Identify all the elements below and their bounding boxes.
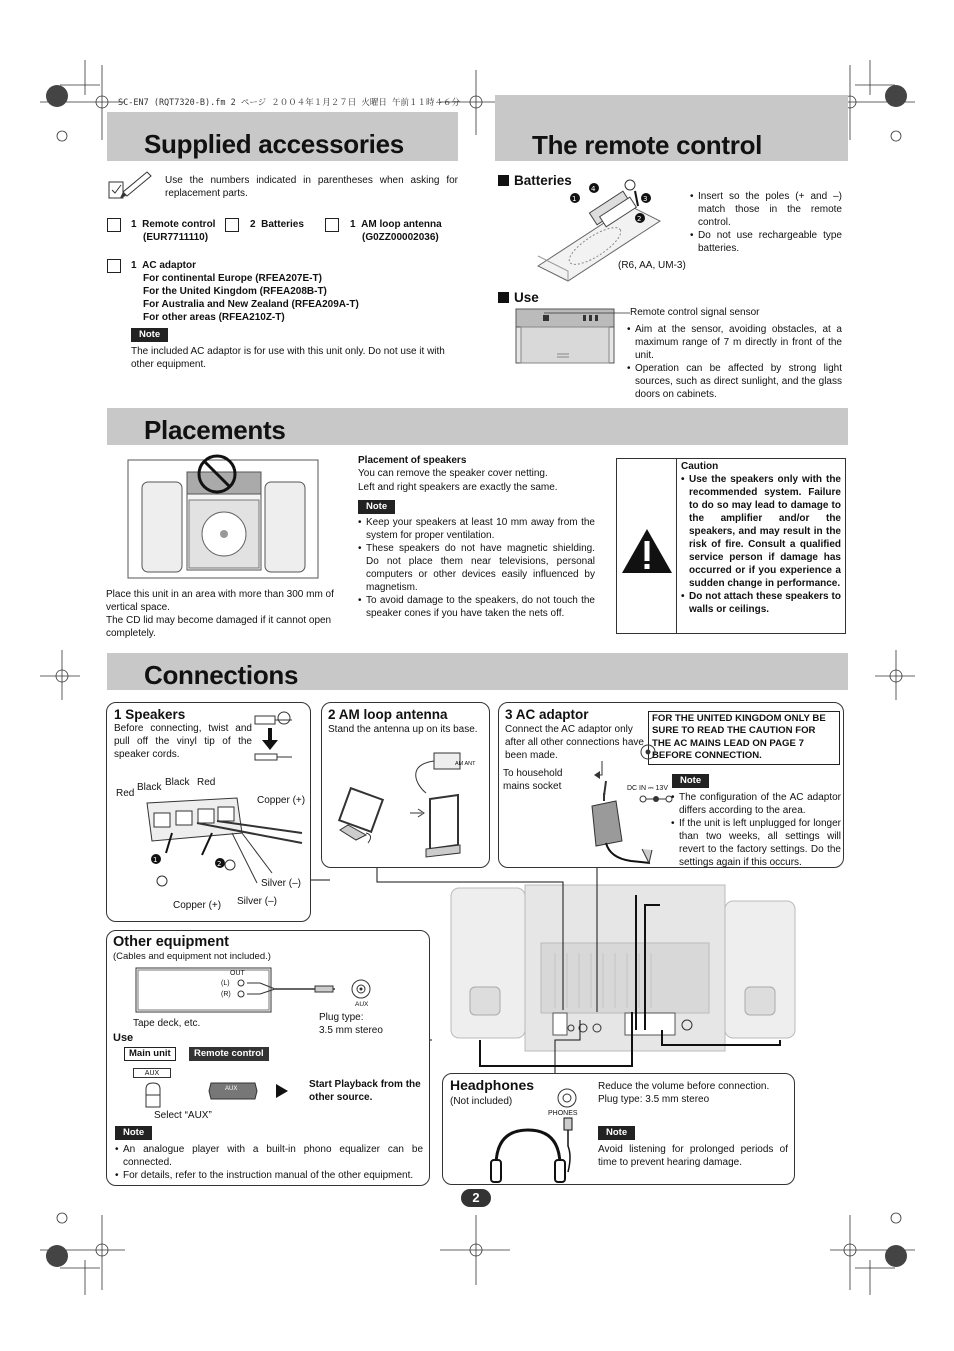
batteries-heading: Batteries	[498, 172, 572, 190]
mains-socket-label: To household mains socket	[503, 768, 563, 792]
remote-control-tag: Remote control	[189, 1047, 269, 1061]
adaptor-illustration	[574, 751, 664, 866]
phones-jack-icon	[553, 1086, 581, 1110]
dc-in-label: DC IN ⎓ 13V	[627, 785, 668, 792]
caution-bullets: • Use the speakers only with the recommended system. Failure to do so may lead to damage to the amplifier and/or the speakers, and may result in the risk of fire. Consult a qualified service person if damage has occurred or if you experience a sudden change in performance. • Do not attach these speakers to walls or ceilings.	[681, 473, 841, 616]
item-antenna: 1 AM loop antenna (G0ZZ00002036)	[350, 219, 442, 243]
aux-button-main[interactable]: AUX	[133, 1068, 171, 1078]
dc-in-jack	[639, 743, 657, 761]
select-aux-label: Select “AUX”	[154, 1110, 212, 1121]
item-adaptor: 1 AC adaptor For continental Europe (RFEA207E-T) For the United Kingdom (RFEA208B-T) For Australia and New Zealand (RFEA209A-T) For other areas (RFEA210Z-T)	[131, 260, 359, 323]
speakers-placement-heading: Placement of speakers	[358, 455, 467, 466]
deck-label: Tape deck, etc.	[133, 1018, 201, 1029]
other-note-bullets: • An analogue player with a built-in phono equalizer can be connected. • For details, refer to the instruction manual of the other equipment.	[115, 1143, 423, 1182]
use-bullets: • Aim at the sensor, avoiding obstacles, at a maximum range of 7 m directly in front of the unit. • Operation can be affected by strong light sources, such as direct sunlight, and the glass doors on cabinets.	[627, 323, 842, 401]
svg-text:3: 3	[643, 195, 648, 203]
label-copper-bottom: Copper (+)	[173, 900, 222, 911]
adaptor-heading: 3 AC adaptor	[505, 707, 589, 722]
supplied-note: Note	[131, 328, 168, 342]
page-number: 2	[461, 1189, 491, 1207]
headphones-heading: Headphones	[450, 1077, 535, 1093]
headphones-box	[442, 1073, 795, 1185]
headphones-sub: (Not included)	[450, 1096, 513, 1107]
speakers-box	[106, 702, 311, 922]
svg-text:4: 4	[591, 185, 596, 193]
speakers-heading: 1 Speakers	[114, 707, 186, 722]
svg-text:1: 1	[572, 195, 577, 203]
antenna-heading: 2 AM loop antenna	[328, 707, 448, 722]
ac-adaptor-box	[498, 702, 844, 868]
caution-heading: Caution	[681, 461, 719, 472]
label-black-right: Black	[165, 777, 190, 788]
other-equipment-sub: (Cables and equipment not included.)	[113, 951, 271, 962]
label-copper-top: Copper (+)	[257, 795, 306, 806]
label-red-right: Red	[197, 777, 216, 788]
out-label: OUT	[230, 970, 245, 977]
svg-text:1: 1	[153, 856, 158, 864]
r-label: (R)	[221, 991, 231, 998]
use-label: Use	[113, 1032, 134, 1044]
supplied-accessories-title: Supplied accessories	[144, 129, 404, 159]
other-equipment-box	[106, 930, 430, 1186]
connections-title: Connections	[144, 660, 299, 690]
aux-jack-icon	[347, 975, 375, 1003]
file-header: SC-EN7 (RQT7320-B).fm 2 ページ ２００４年１月２７日 火曜日 午前１１時４６分	[118, 98, 461, 108]
headphones-note: Note	[598, 1126, 635, 1140]
placements-title: Placements	[144, 415, 286, 445]
use-heading: Use	[498, 289, 539, 307]
cord-tip-icon	[252, 708, 307, 763]
main-unit-tag: Main unit	[124, 1047, 176, 1061]
antenna-text: Stand the antenna up on its base.	[328, 724, 478, 735]
sensor-label: Remote control signal sensor	[630, 307, 760, 318]
item-remote: 1 Remote control (EUR7711110)	[131, 219, 216, 243]
am-ant-jack-label: AM ANT	[455, 761, 476, 767]
placement-left-text: Place this unit in an area with more than 300 mm of vertical space. The CD lid may become damaged if it cannot open completely.	[106, 589, 334, 639]
start-playback-label: Start Playback from the other source.	[309, 1079, 421, 1103]
label-black-left: Black	[137, 782, 162, 793]
uk-warning-box: FOR THE UNITED KINGDOM ONLY BE SURE TO READ THE CAUTION FOR THE AC MAINS LEAD ON PAGE 7 BEFORE CONNECTION.	[648, 711, 840, 765]
finger-press-icon	[142, 1081, 164, 1109]
battery-bullets: • Insert so the poles (+ and –) match those in the remote control. • Do not use rechargeable type batteries.	[690, 190, 842, 255]
aux-remote-label: AUX	[225, 1086, 238, 1092]
speakers-text: Before connecting, twist and pull off the vinyl tip of the speaker cords.	[114, 723, 252, 760]
l-label: (L)	[221, 980, 230, 987]
placement-note-bullets: • Keep your speakers at least 10 mm away from the system for proper ventilation. • These speakers do not have magnetic shielding. Do not place them near televisions, personal computers or other devices easily influenced by magnetism. • To avoid damage to the speakers, do not touch the speaker cones if you have taken the nets off.	[358, 516, 595, 620]
polarity-icon	[638, 794, 674, 804]
label-silver-right: Silver (–)	[261, 878, 302, 889]
plug-type-label: Plug type: 3.5 mm stereo	[319, 1012, 383, 1036]
label-silver-bottom: Silver (–)	[237, 896, 278, 907]
svg-text:2: 2	[217, 860, 222, 868]
label-red-left: Red	[116, 788, 135, 799]
headphones-illustration	[488, 1116, 598, 1184]
placement-note: Note	[358, 500, 395, 514]
item-batteries: 2 Batteries	[250, 219, 304, 230]
other-equipment-heading: Other equipment	[113, 934, 230, 950]
remote-control-title: The remote control	[532, 130, 763, 160]
supplied-intro: Use the numbers indicated in parentheses when asking for replacement parts.	[165, 175, 458, 199]
phones-label: PHONES	[548, 1110, 578, 1117]
adaptor-note-bullets: • The configuration of the AC adaptor differs according to the area. • If the unit is left unplugged for longer than two weeks, all settings will revert to the factory settings. Do the settings again if this occurs.	[671, 791, 841, 869]
svg-text:2: 2	[637, 215, 642, 223]
headphones-note-text: Avoid listening for prolonged periods of time to prevent hearing damage.	[598, 1144, 788, 1168]
supplied-note-text: The included AC adaptor is for use with this unit only. Do not use it with other equipment.	[131, 346, 445, 370]
other-note: Note	[115, 1126, 152, 1140]
adaptor-text: Connect the AC adaptor only after all other connections have been made.	[505, 724, 644, 761]
aux-jack-label: AUX	[355, 1001, 369, 1008]
headphones-text: Reduce the volume before connection. Plug type: 3.5 mm stereo	[598, 1081, 770, 1105]
adaptor-note: Note	[672, 774, 709, 788]
speakers-placement-lines: You can remove the speaker cover netting. Left and right speakers are exactly the same.	[358, 468, 558, 493]
antenna-box	[321, 702, 490, 868]
play-arrow-icon	[275, 1083, 289, 1099]
battery-type: (R6, AA, UM-3)	[618, 260, 686, 271]
